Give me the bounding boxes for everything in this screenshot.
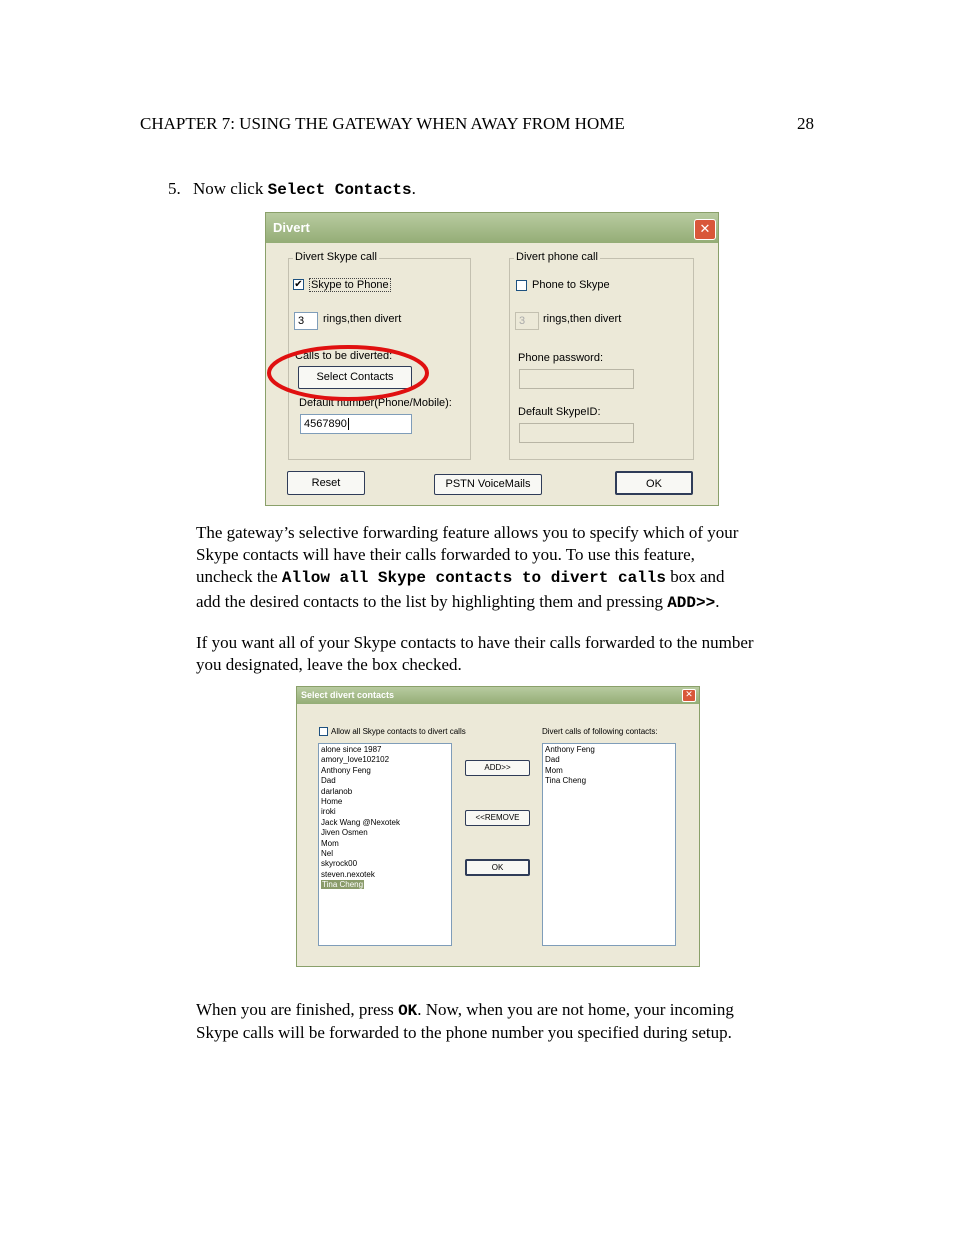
- list-item[interactable]: [321, 859, 449, 869]
- para3-line1b: . Now, when you are not home, your incoming: [417, 1000, 734, 1019]
- skype-rings-label: rings,then divert: [323, 313, 402, 325]
- list-item[interactable]: [321, 880, 449, 890]
- list-item[interactable]: [321, 745, 449, 755]
- list-item[interactable]: [321, 787, 449, 797]
- select-contacts-dialog: [296, 686, 700, 967]
- default-skypeid-label: Default SkypeID:: [518, 406, 601, 418]
- list-item-label: alone since 1987: [321, 745, 382, 754]
- para1-line4-code: ADD>>: [667, 594, 716, 612]
- step-end: .: [411, 179, 416, 198]
- calls-diverted-label: Calls to be diverted:: [295, 350, 393, 362]
- skype-to-phone-label: Skype to Phone: [311, 279, 389, 291]
- remove-button[interactable]: <<REMOVE: [465, 810, 530, 826]
- divert-contacts-list[interactable]: [542, 743, 676, 946]
- step-code: Select Contacts: [267, 181, 412, 199]
- divert-phone-legend: Divert phone call: [516, 251, 598, 263]
- list-item-label: Tina Cheng: [545, 776, 587, 786]
- list-item[interactable]: [545, 766, 673, 776]
- phone-to-skype-label: Phone to Skype: [532, 279, 610, 291]
- list-item-label: skyrock00: [321, 859, 358, 869]
- list-item-label: Jiven Osmen: [321, 828, 368, 838]
- list-item-label: Mom: [545, 765, 563, 775]
- list-item-label: Tina Cheng: [322, 880, 364, 890]
- list-item-label: Mom: [321, 838, 339, 848]
- all-contacts-list[interactable]: [318, 743, 452, 946]
- divert-skype-legend: Divert Skype call: [295, 251, 377, 263]
- list-item-label: Nel: [321, 849, 334, 859]
- phone-rings-label: rings,then divert: [543, 313, 622, 325]
- para1-line4b: .: [715, 592, 720, 611]
- para3-line2: Skype calls will be forwarded to the phone number you specified during setup.: [196, 1023, 732, 1042]
- para1-line4a: add the desired contacts to the list by highlighting them and pressing: [196, 592, 668, 611]
- paragraph-leave-checked: [196, 632, 816, 676]
- list-item[interactable]: [321, 797, 449, 807]
- step-number: 5.: [168, 179, 181, 198]
- list-item-label: Dad: [321, 776, 336, 786]
- divert-titlebar: [266, 213, 718, 243]
- list-item[interactable]: [545, 776, 673, 786]
- divert-title: Divert: [273, 220, 310, 235]
- list-item-label: Jack Wang @Nexotek: [321, 817, 400, 827]
- highlight-ellipse: [269, 347, 427, 399]
- list-item[interactable]: [321, 807, 449, 817]
- highlight-circle: [264, 342, 434, 404]
- phone-password-input[interactable]: [519, 369, 634, 389]
- select-contacts-button[interactable]: Select Contacts: [298, 366, 412, 389]
- paragraph-selective-forwarding: [196, 522, 816, 614]
- list-item[interactable]: [545, 745, 673, 755]
- phone-to-skype-checkbox[interactable]: [516, 280, 527, 291]
- list-item[interactable]: [321, 755, 449, 765]
- para3-line1-code: OK: [398, 1002, 418, 1020]
- para1-line3-code: Allow all Skype contacts to divert calls: [281, 569, 666, 587]
- close-icon[interactable]: ✕: [682, 689, 696, 702]
- step-5: [168, 178, 416, 201]
- allow-all-checkbox[interactable]: [319, 727, 328, 736]
- paragraph-finished: [196, 999, 816, 1044]
- list-item[interactable]: [321, 828, 449, 838]
- para2-line2: you designated, leave the box checked.: [196, 655, 462, 674]
- skype-rings-input[interactable]: 3: [294, 312, 318, 330]
- para1-line3a: uncheck the: [196, 567, 282, 586]
- list-item[interactable]: [321, 849, 449, 859]
- para1-line3b: box and: [665, 567, 725, 586]
- chapter-header: CHAPTER 7: USING THE GATEWAY WHEN AWAY FROM HOME: [140, 114, 625, 133]
- list-item-label: Anthony Feng: [321, 765, 371, 775]
- list-item[interactable]: [321, 776, 449, 786]
- list-item-label: steven.nexotek: [321, 869, 375, 879]
- step-text: Now click: [193, 179, 264, 198]
- list-item[interactable]: [321, 818, 449, 828]
- reset-button[interactable]: Reset: [287, 471, 365, 495]
- phone-rings-input[interactable]: 3: [515, 312, 539, 330]
- list-item[interactable]: [321, 766, 449, 776]
- list-item-label: amory_love102102: [321, 755, 390, 765]
- divert-calls-label: Divert calls of following contacts:: [542, 727, 658, 736]
- select-titlebar: [297, 687, 699, 704]
- pstn-voicemails-button[interactable]: PSTN VoiceMails: [434, 474, 542, 495]
- list-item-label: Home: [321, 797, 343, 807]
- allow-all-label: Allow all Skype contacts to divert calls: [331, 727, 466, 736]
- default-number-value: 4567890: [304, 418, 347, 430]
- phone-password-label: Phone password:: [518, 352, 603, 364]
- list-item-label: Dad: [545, 755, 560, 765]
- list-item-label: darlanob: [321, 786, 353, 796]
- skype-to-phone-checkbox[interactable]: ✔: [294, 279, 303, 290]
- default-skypeid-input[interactable]: [519, 423, 634, 443]
- list-item-label: iroki: [321, 807, 336, 817]
- select-title: Select divert contacts: [301, 690, 395, 700]
- para3-line1a: When you are finished, press: [196, 1000, 399, 1019]
- para2-line1: If you want all of your Skype contacts to have their calls forwarded to the number: [196, 633, 754, 652]
- default-number-label: Default number(Phone/Mobile):: [299, 397, 452, 409]
- page-number: 28: [797, 114, 814, 133]
- close-icon[interactable]: ✕: [694, 219, 716, 240]
- ok-button[interactable]: OK: [615, 471, 693, 495]
- select-ok-button[interactable]: OK: [465, 859, 530, 876]
- para1-line1: The gateway’s selective forwarding feature allows you to specify which of your: [196, 523, 739, 542]
- para1-line2: Skype contacts will have their calls forwarded to you. To use this feature,: [196, 545, 695, 564]
- list-item[interactable]: [321, 839, 449, 849]
- list-item-label: Anthony Feng: [545, 745, 595, 754]
- list-item[interactable]: [545, 755, 673, 765]
- list-item[interactable]: [321, 870, 449, 880]
- text-cursor: [348, 418, 349, 430]
- default-number-input[interactable]: [300, 414, 412, 434]
- add-button[interactable]: ADD>>: [465, 760, 530, 776]
